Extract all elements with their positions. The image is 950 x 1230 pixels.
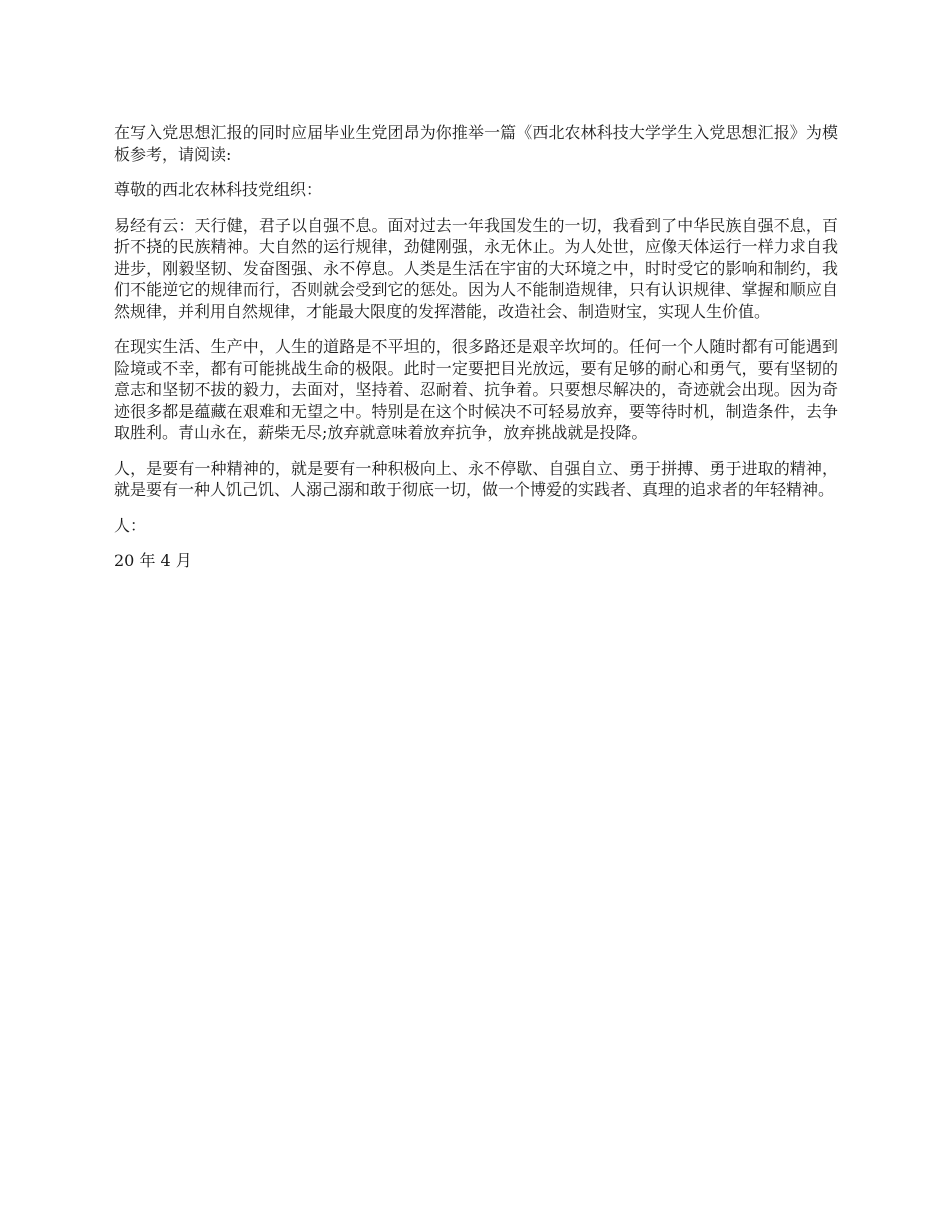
body-paragraph-3: 人，是要有一种精神的，就是要有一种积极向上、永不停歇、自强自立、勇于拼搏、勇于进取的精神，就是要有一种人饥己饥、人溺己溺和敢于彻底一切，做一个博爱的实践者、真理的追求者的年轻精神。 [114,458,838,499]
body-paragraph-2: 在现实生活、生产中，人生的道路是不平坦的，很多路还是艰辛坎坷的。任何一个人随时都有可能遇到险境或不幸，都有可能挑战生命的极限。此时一定要把目光放远，要有足够的耐心和勇气，要有坚韧的意志和坚韧不拔的毅力，去面对，坚持着、忍耐着、抗争着。只要想尽解决的，奇迹就会出现。因为奇迹很多都是蕴藏在艰难和无望之中。特别是在这个时候决不可轻易放弃，要等待时机，制造条件，去争取胜利。青山永在，薪柴无尽;放弃就意味着放弃抗争，放弃挑战就是投降。 [114,337,838,442]
signature-line: 人： [114,515,147,535]
date-line: 20 年 4 月 [114,551,192,570]
intro-paragraph: 在写入党思想汇报的同时应届毕业生党团昂为你推举一篇《西北农林科技大学学生入党思想汇报》为模板参考，请阅读: [114,123,838,164]
salutation: 尊敬的西北农林科技党组织： [114,180,323,199]
body-paragraph-1: 易经有云：天行健，君子以自强不息。面对过去一年我国发生的一切，我看到了中华民族自强不息，百折不挠的民族精神。大自然的运行规律，劲健刚强，永无休止。为人处世，应像天体运行一样力求自我进步，刚毅坚韧、发奋图强、永不停息。人类是生活在宇宙的大环境之中，时时受它的影响和制约，我们不能逆它的规律而行，否则就会受到它的惩处。因为人不能制造规律，只有认识规律、掌握和顺应自然规律，并利用自然规律，才能最大限度的发挥潜能，改造社会、制造财宝，实现人生价值。 [114,215,838,321]
document-body [114,122,838,586]
